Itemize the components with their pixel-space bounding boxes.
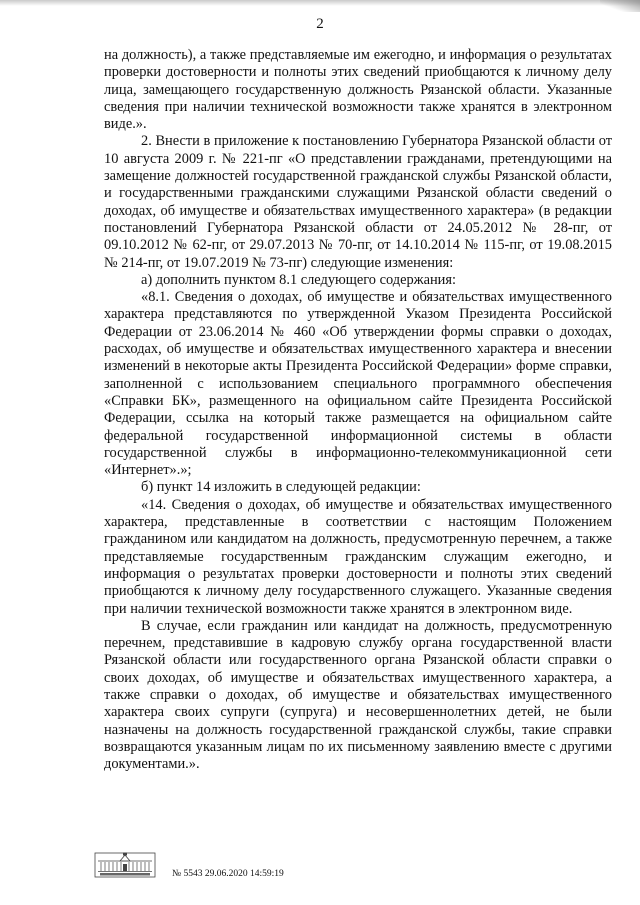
paragraph-clause-14-continued: В случае, если гражданин или кандидат на должность, предусмотренную перечнем, представившие в кадровую службу органа государственной власти Рязанской области или государственного органа Рязанской области справки о своих доходах, об имуществе и обязательствах имущественного характера, а также справки о доходах, об имуществе и обязательствах имущественного характера своих супруги (супруга) и несовершеннолетних детей, не были назначены на должность государственной гражданской службы, такие справки возвращаются указанным лицам по их письменному заявлению вместе с другими документами.». <box>104 617 612 773</box>
document-footer <box>94 852 394 882</box>
scan-corner-shadow <box>600 0 640 12</box>
paragraph-subitem-b: б) пункт 14 изложить в следующей редакции: <box>141 479 421 496</box>
page-number: 2 <box>316 16 324 32</box>
paragraph-clause-14: «14. Сведения о доходах, об имуществе и обязательствах имущественного характера, представленные в соответствии с настоящим Положением гражданином или кандидатом на должность, предусмотренную перечнем, а также представляемые государственным гражданским служащим ежегодно, и информация о результатах проверки достоверности и полноты этих сведений приобщаются к личному делу государственного служащего. Указанные сведения при наличии технической возможности также хранятся в электронном виде. <box>104 496 612 617</box>
document-registration-id: № 5543 29.06.2020 14:59:19 <box>172 869 284 879</box>
government-building-icon <box>94 852 156 878</box>
document-body <box>104 47 612 773</box>
paragraph-subitem-a: а) дополнить пунктом 8.1 следующего содержания: <box>141 271 457 288</box>
scan-edge-shadow <box>0 0 640 6</box>
paragraph-clause-8-1: «8.1. Сведения о доходах, об имуществе и обязательствах имущественного характера представляются по утвержденной Указом Президента Российской Федерации от 23.06.2014 № 460 «Об утверждении формы справки о доходах, расходах, об имуществе и обязательствах имущественного характера и внесении изменений в некоторые акты Президента Российской Федерации» форме справки, заполненной с использованием специального программного обеспечения «Справки БК», размещенного на официальном сайте Президента Российской Федерации, ссылка на который также размещается на официальном сайте федеральной государственной информационной системы в области государственной службы в информационно-телекоммуникационной сети «Интернет».»; <box>104 289 612 479</box>
paragraph-item-2: 2. Внести в приложение к постановлению Губернатора Рязанской области от 10 августа 2009 г. № 221-пг «О представлении гражданами, претендующими на замещение должностей государственной гражданской службы Рязанской области, и государственными гражданскими служащими Рязанской области сведений о доходах, об имуществе и обязательствах имущественного характера» (в редакции постановлений Губернатора Рязанской области от 24.05.2012 № 28-пг, от 09.10.2012 № 62-пг, от 29.07.2013 № 70-пг, от 14.10.2014 № 115-пг, от 19.08.2015 № 214-пг, от 19.07.2019 № 73-пг) следующие изменения: <box>104 133 612 271</box>
paragraph-continuation: на должность), а также представляемые им ежегодно, и информация о результатах проверки достоверности и полноты этих сведений приобщаются к личному делу лица, замещающего государственную должность Рязанской области. Указанные сведения при наличии технической возможности также хранятся в электронном виде.». <box>104 47 612 133</box>
